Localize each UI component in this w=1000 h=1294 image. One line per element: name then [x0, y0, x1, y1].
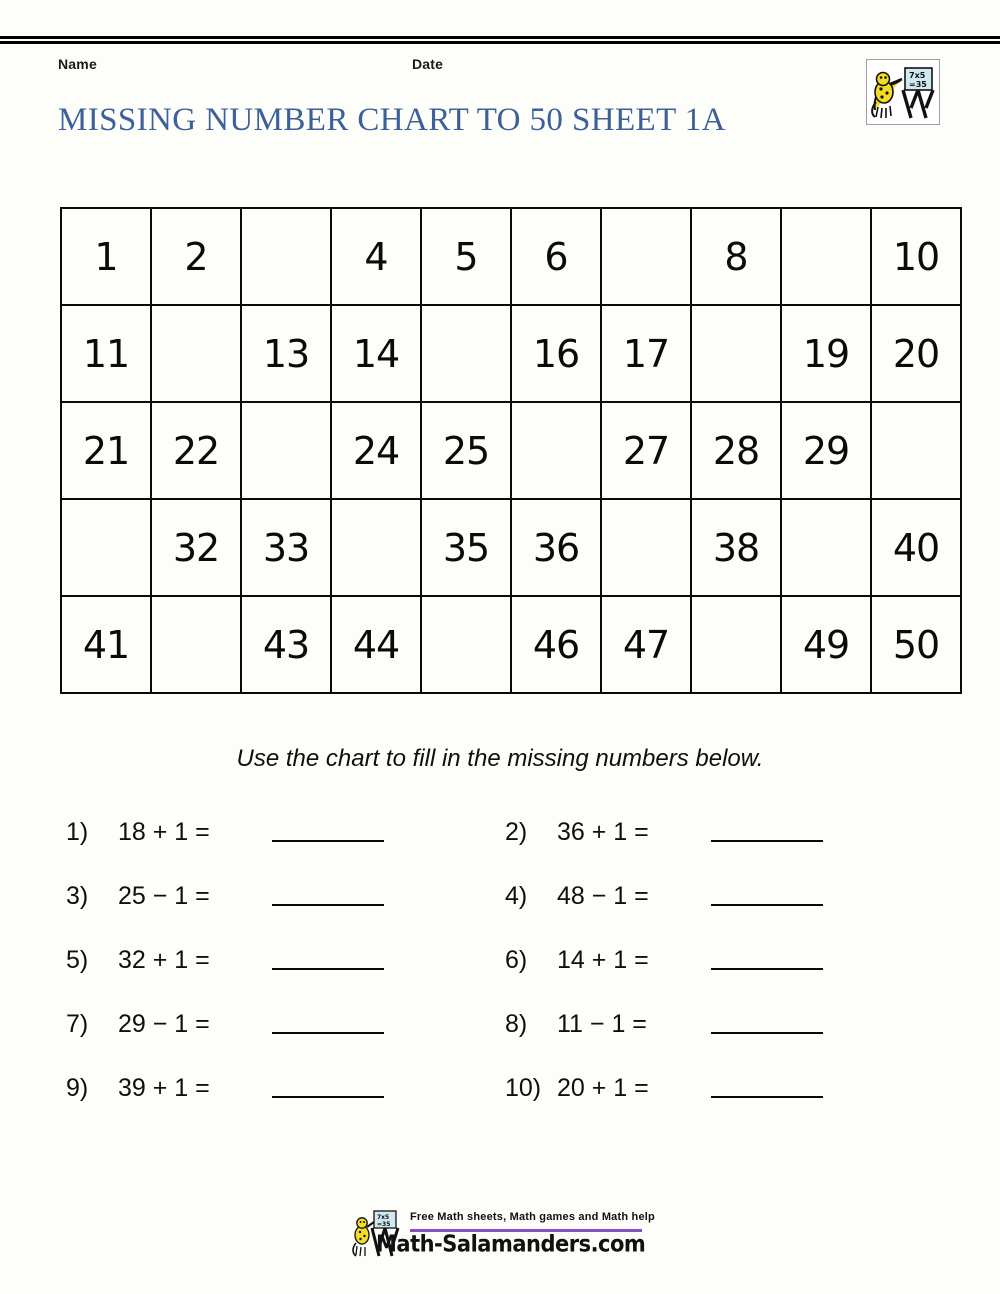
question-item	[505, 1056, 945, 1120]
question-expression: 14 + 1 =	[557, 945, 649, 974]
chart-cell-number: 5	[421, 208, 511, 305]
answer-blank[interactable]	[272, 1032, 384, 1034]
chart-cell-number: 13	[241, 305, 331, 402]
chart-cell-number: 41	[61, 596, 151, 693]
chart-cell-number: 24	[331, 402, 421, 499]
chart-cell-number: 27	[601, 402, 691, 499]
chart-cell-number: 6	[511, 208, 601, 305]
chart-cell-number: 14	[331, 305, 421, 402]
footer-website-url: Math-Salamanders.com	[376, 1231, 646, 1257]
question-item	[66, 864, 496, 928]
question-item	[66, 928, 496, 992]
chart-cell-blank[interactable]	[781, 499, 871, 596]
chart-cell-number: 11	[61, 305, 151, 402]
chart-cell-number: 19	[781, 305, 871, 402]
question-number: 9)	[66, 1073, 89, 1102]
chart-cell-blank[interactable]	[601, 208, 691, 305]
question-item	[505, 864, 945, 928]
chart-cell-number: 4	[331, 208, 421, 305]
chart-cell-number: 33	[241, 499, 331, 596]
question-number: 4)	[505, 881, 528, 910]
svg-text:7x5: 7x5	[377, 1214, 390, 1221]
chart-cell-blank[interactable]	[781, 208, 871, 305]
svg-text:=35: =35	[909, 80, 927, 89]
question-expression: 20 + 1 =	[557, 1073, 649, 1102]
number-chart-table	[60, 207, 962, 694]
chart-cell-number: 21	[61, 402, 151, 499]
question-row	[0, 928, 1000, 992]
question-item	[66, 1056, 496, 1120]
question-expression: 25 − 1 =	[118, 881, 210, 910]
question-number: 10)	[505, 1073, 542, 1102]
chart-cell-number: 29	[781, 402, 871, 499]
question-number: 7)	[66, 1009, 89, 1038]
chart-row	[61, 208, 961, 305]
chart-cell-blank[interactable]	[601, 499, 691, 596]
question-row	[0, 992, 1000, 1056]
answer-blank[interactable]	[272, 904, 384, 906]
chart-cell-blank[interactable]	[61, 499, 151, 596]
chart-row	[61, 305, 961, 402]
instruction-text: Use the chart to fill in the missing numbers below.	[236, 745, 764, 772]
chart-cell-number: 16	[511, 305, 601, 402]
page-footer	[0, 1205, 1000, 1267]
salamander-teacher-icon	[867, 60, 939, 124]
page-title: MISSING NUMBER CHART TO 50 SHEET 1A	[58, 102, 726, 138]
chart-cell-number: 44	[331, 596, 421, 693]
question-item	[66, 992, 496, 1056]
footer-branding	[352, 1205, 655, 1263]
chart-cell-blank[interactable]	[511, 402, 601, 499]
question-number: 2)	[505, 817, 528, 846]
chart-cell-blank[interactable]	[331, 499, 421, 596]
chart-cell-number: 47	[601, 596, 691, 693]
chart-cell-blank[interactable]	[421, 596, 511, 693]
question-number: 8)	[505, 1009, 528, 1038]
svg-text:=35: =35	[377, 1221, 391, 1228]
questions-section	[0, 800, 1000, 1120]
chart-cell-number: 17	[601, 305, 691, 402]
answer-blank[interactable]	[711, 904, 823, 906]
chart-cell-blank[interactable]	[151, 596, 241, 693]
number-chart-body	[61, 208, 961, 693]
chart-cell-blank[interactable]	[691, 305, 781, 402]
question-expression: 32 + 1 =	[118, 945, 210, 974]
question-item	[66, 800, 496, 864]
page-top-rule	[0, 36, 1000, 44]
chart-cell-number: 43	[241, 596, 331, 693]
question-expression: 18 + 1 =	[118, 817, 210, 846]
chart-row	[61, 596, 961, 693]
chart-cell-number: 20	[871, 305, 961, 402]
chart-cell-number: 25	[421, 402, 511, 499]
chart-cell-number: 40	[871, 499, 961, 596]
chart-cell-blank[interactable]	[691, 596, 781, 693]
chart-cell-number: 32	[151, 499, 241, 596]
chart-cell-number: 38	[691, 499, 781, 596]
chart-cell-number: 2	[151, 208, 241, 305]
chart-cell-number: 10	[871, 208, 961, 305]
question-row	[0, 800, 1000, 864]
chart-cell-number: 35	[421, 499, 511, 596]
answer-blank[interactable]	[711, 1096, 823, 1098]
question-expression: 36 + 1 =	[557, 817, 649, 846]
chart-row	[61, 402, 961, 499]
svg-text:7x5: 7x5	[909, 71, 926, 80]
chart-row	[61, 499, 961, 596]
question-number: 6)	[505, 945, 528, 974]
chart-cell-blank[interactable]	[241, 208, 331, 305]
answer-blank[interactable]	[711, 840, 823, 842]
chart-cell-number: 1	[61, 208, 151, 305]
question-number: 5)	[66, 945, 89, 974]
missing-number-chart	[60, 207, 940, 684]
chart-cell-number: 46	[511, 596, 601, 693]
chart-cell-blank[interactable]	[151, 305, 241, 402]
chart-cell-number: 50	[871, 596, 961, 693]
question-expression: 29 − 1 =	[118, 1009, 210, 1038]
question-item	[505, 928, 945, 992]
question-item	[505, 992, 945, 1056]
question-number: 1)	[66, 817, 89, 846]
chart-cell-number: 28	[691, 402, 781, 499]
question-expression: 39 + 1 =	[118, 1073, 210, 1102]
answer-blank[interactable]	[272, 1096, 384, 1098]
footer-tagline: Free Math sheets, Math games and Math help	[410, 1211, 655, 1223]
chart-cell-number: 22	[151, 402, 241, 499]
chart-cell-number: 8	[691, 208, 781, 305]
chart-cell-number: 49	[781, 596, 871, 693]
chart-cell-blank[interactable]	[871, 402, 961, 499]
chart-cell-blank[interactable]	[421, 305, 511, 402]
chart-cell-number: 36	[511, 499, 601, 596]
answer-blank[interactable]	[711, 1032, 823, 1034]
name-field-label: Name	[58, 56, 97, 72]
date-field-label: Date	[412, 56, 444, 72]
question-row	[0, 864, 1000, 928]
question-row	[0, 1056, 1000, 1120]
answer-blank[interactable]	[711, 968, 823, 970]
question-expression: 11 − 1 =	[557, 1009, 647, 1038]
worksheet-header	[0, 56, 1000, 156]
chart-cell-blank[interactable]	[241, 402, 331, 499]
question-expression: 48 − 1 =	[557, 881, 649, 910]
math-salamanders-logo	[866, 59, 940, 125]
answer-blank[interactable]	[272, 968, 384, 970]
question-number: 3)	[66, 881, 89, 910]
question-item	[505, 800, 945, 864]
answer-blank[interactable]	[272, 840, 384, 842]
